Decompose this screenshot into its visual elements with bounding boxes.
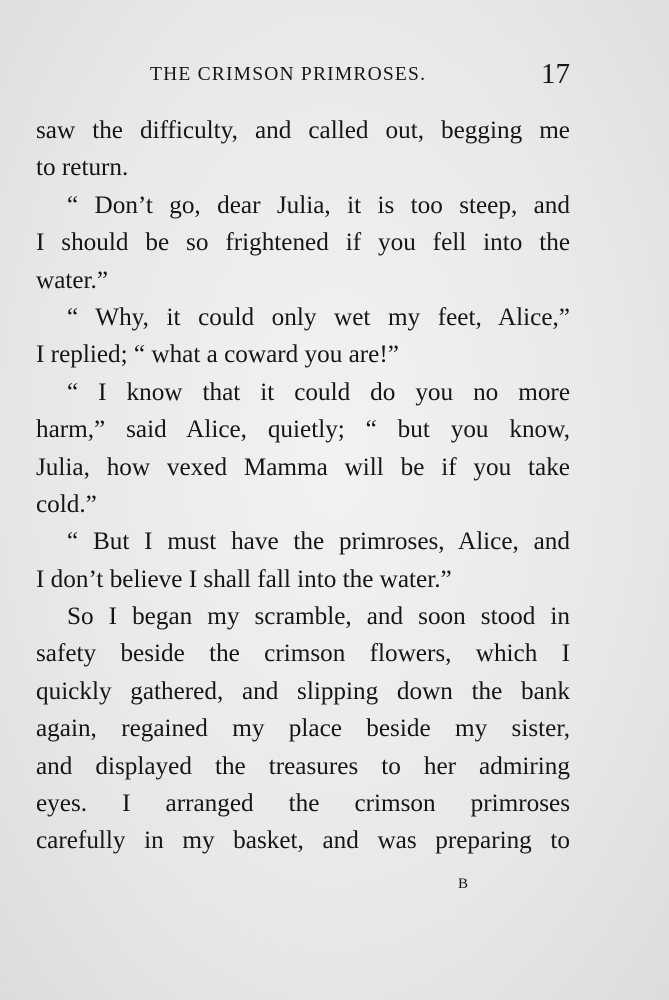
text-line: I replied; “ what a coward you are!”: [36, 341, 399, 369]
text-line: harm,” said Alice, quietly; “ but you know,: [36, 416, 570, 444]
text-line: saw the difficulty, and called out, begging me: [36, 117, 570, 144]
text-line: carefully in my basket, and was preparing to: [36, 827, 570, 855]
running-title: THE CRIMSON PRIMROSES.: [150, 64, 427, 85]
page-header: [36, 58, 570, 96]
text-line: water.”: [36, 266, 109, 294]
body-text: [36, 112, 570, 860]
text-line: So I began my scramble, and soon stood in: [67, 603, 570, 631]
text-line: Julia, how vexed Mamma will be if you take: [36, 453, 570, 481]
page-number: 17: [541, 58, 570, 90]
text-line: eyes. I arranged the crimson primroses: [36, 790, 570, 818]
text-line: again, regained my place beside my sister,: [36, 715, 570, 743]
text-line: “ Why, it could only wet my feet, Alice,”: [67, 303, 570, 331]
text-line: quickly gathered, and slipping down the bank: [36, 677, 570, 705]
text-line: and displayed the treasures to her admiring: [36, 752, 570, 780]
text-line: “ I know that it could do you no more: [67, 378, 570, 406]
text-line: “ Don’t go, dear Julia, it is too steep, and: [67, 191, 570, 219]
text-line: to return.: [36, 154, 129, 182]
text-line: “ But I must have the primroses, Alice, and: [67, 528, 570, 556]
text-line: cold.”: [36, 490, 97, 518]
text-line: safety beside the crimson flowers, which I: [36, 640, 570, 668]
text-line: I should be so frightened if you fell into the: [36, 229, 570, 257]
text-line: I don’t believe I shall fall into the water.”: [36, 565, 452, 593]
signature-mark: B: [458, 876, 470, 892]
